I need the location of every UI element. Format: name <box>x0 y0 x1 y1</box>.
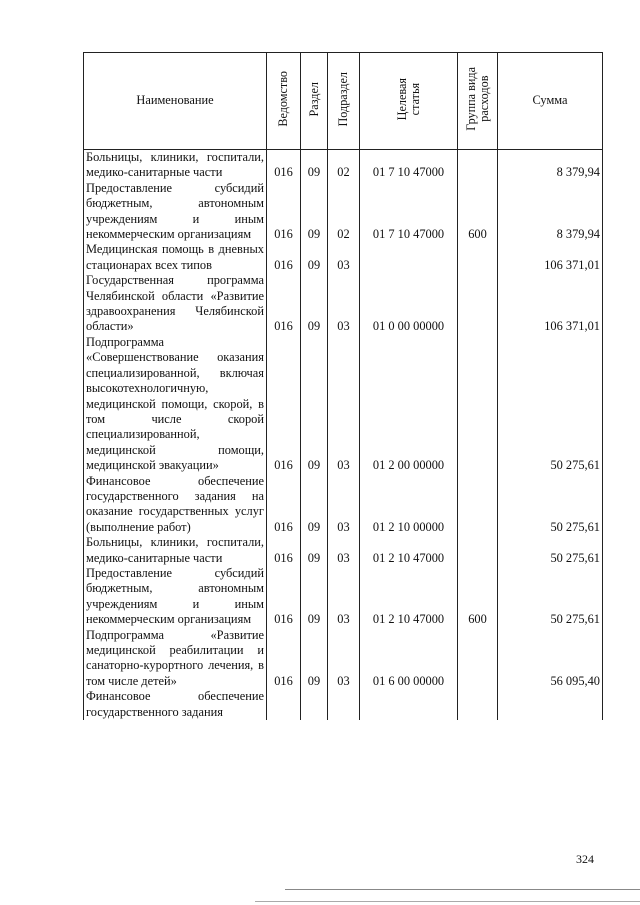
row-summa: 50 275,61 <box>498 335 603 474</box>
row-podrazdel <box>328 689 360 720</box>
row-razdel: 09 <box>301 535 328 566</box>
page-number: 324 <box>576 852 594 866</box>
header-celevaya: Целевая статья <box>360 53 458 150</box>
table-row <box>84 150 603 181</box>
table-header-row <box>84 53 603 150</box>
row-gruppa: 600 <box>458 181 498 243</box>
row-podrazdel: 02 <box>328 150 360 181</box>
row-summa: 56 095,40 <box>498 628 603 690</box>
row-summa: 8 379,94 <box>498 150 603 181</box>
row-vedomstvo: 016 <box>267 242 301 273</box>
row-celevaya: 01 7 10 47000 <box>360 150 458 181</box>
row-vedomstvo: 016 <box>267 181 301 243</box>
row-celevaya: 01 2 10 00000 <box>360 474 458 536</box>
row-razdel <box>301 689 328 720</box>
row-name: Медицинская помощь в дневных стационарах всех типов <box>84 242 267 273</box>
row-gruppa <box>458 150 498 181</box>
table-body <box>84 150 603 721</box>
row-summa: 106 371,01 <box>498 242 603 273</box>
row-summa <box>498 689 603 720</box>
row-razdel: 09 <box>301 628 328 690</box>
row-summa: 106 371,01 <box>498 273 603 335</box>
table-row <box>84 273 603 335</box>
budget-table <box>83 52 603 720</box>
row-celevaya: 01 2 00 00000 <box>360 335 458 474</box>
row-celevaya: 01 0 00 00000 <box>360 273 458 335</box>
row-summa: 8 379,94 <box>498 181 603 243</box>
header-name: Наименование <box>84 53 267 150</box>
row-celevaya: 01 6 00 00000 <box>360 628 458 690</box>
row-summa: 50 275,61 <box>498 474 603 536</box>
row-razdel: 09 <box>301 474 328 536</box>
header-gruppa: Группа вида расходов <box>458 53 498 150</box>
row-gruppa <box>458 335 498 474</box>
row-vedomstvo: 016 <box>267 566 301 628</box>
row-gruppa: 600 <box>458 566 498 628</box>
footer-rule-2 <box>255 901 640 902</box>
row-podrazdel: 03 <box>328 628 360 690</box>
row-podrazdel: 03 <box>328 273 360 335</box>
row-razdel: 09 <box>301 335 328 474</box>
table-row <box>84 181 603 243</box>
row-vedomstvo: 016 <box>267 273 301 335</box>
row-name: Больницы, клиники, госпитали, медико-санитарные части <box>84 150 267 181</box>
table-row <box>84 689 603 720</box>
row-razdel: 09 <box>301 566 328 628</box>
row-celevaya <box>360 689 458 720</box>
header-razdel: Раздел <box>301 53 328 150</box>
row-vedomstvo <box>267 689 301 720</box>
row-vedomstvo: 016 <box>267 628 301 690</box>
row-gruppa <box>458 273 498 335</box>
row-name: Предоставление субсидий бюджетным, автономным учреждениям и иным некоммерческим организациям <box>84 181 267 243</box>
table-row <box>84 335 603 474</box>
row-name: Предоставление субсидий бюджетным, автономным учреждениям и иным некоммерческим организациям <box>84 566 267 628</box>
row-name: Подпрограмма «Совершенствование оказания специализированной, включая высокотехнологичную, медицинской помощи, скорой, в том числе скорой специализированной, медицинской помощи, медицинской эвакуации» <box>84 335 267 474</box>
row-podrazdel: 03 <box>328 535 360 566</box>
row-vedomstvo: 016 <box>267 150 301 181</box>
row-podrazdel: 03 <box>328 242 360 273</box>
row-celevaya: 01 7 10 47000 <box>360 181 458 243</box>
header-vedomstvo: Ведомство <box>267 53 301 150</box>
row-name: Финансовое обеспечение государственного задания <box>84 689 267 720</box>
row-summa: 50 275,61 <box>498 566 603 628</box>
row-podrazdel: 03 <box>328 474 360 536</box>
row-podrazdel: 03 <box>328 566 360 628</box>
footer-rule <box>285 889 640 890</box>
row-name: Финансовое обеспечение государственного задания на оказание государственных услуг (выполнение работ) <box>84 474 267 536</box>
row-summa: 50 275,61 <box>498 535 603 566</box>
row-name: Государственная программа Челябинской области «Развитие здравоохранения Челябинской области» <box>84 273 267 335</box>
row-vedomstvo: 016 <box>267 335 301 474</box>
row-gruppa <box>458 628 498 690</box>
row-gruppa <box>458 689 498 720</box>
row-name: Больницы, клиники, госпитали, медико-санитарные части <box>84 535 267 566</box>
table-row <box>84 628 603 690</box>
row-gruppa <box>458 474 498 536</box>
row-gruppa <box>458 242 498 273</box>
row-razdel: 09 <box>301 181 328 243</box>
table-row <box>84 242 603 273</box>
table-row <box>84 474 603 536</box>
row-razdel: 09 <box>301 242 328 273</box>
row-podrazdel: 03 <box>328 335 360 474</box>
header-podrazdel: Подраздел <box>328 53 360 150</box>
row-razdel: 09 <box>301 150 328 181</box>
row-celevaya <box>360 242 458 273</box>
header-summa: Сумма <box>498 53 603 150</box>
row-vedomstvo: 016 <box>267 474 301 536</box>
row-razdel: 09 <box>301 273 328 335</box>
table-row <box>84 535 603 566</box>
row-gruppa <box>458 535 498 566</box>
table-row <box>84 566 603 628</box>
row-name: Подпрограмма «Развитие медицинской реабилитации и санаторно-курортного лечения, в том числе детей» <box>84 628 267 690</box>
row-podrazdel: 02 <box>328 181 360 243</box>
row-celevaya: 01 2 10 47000 <box>360 535 458 566</box>
row-vedomstvo: 016 <box>267 535 301 566</box>
row-celevaya: 01 2 10 47000 <box>360 566 458 628</box>
